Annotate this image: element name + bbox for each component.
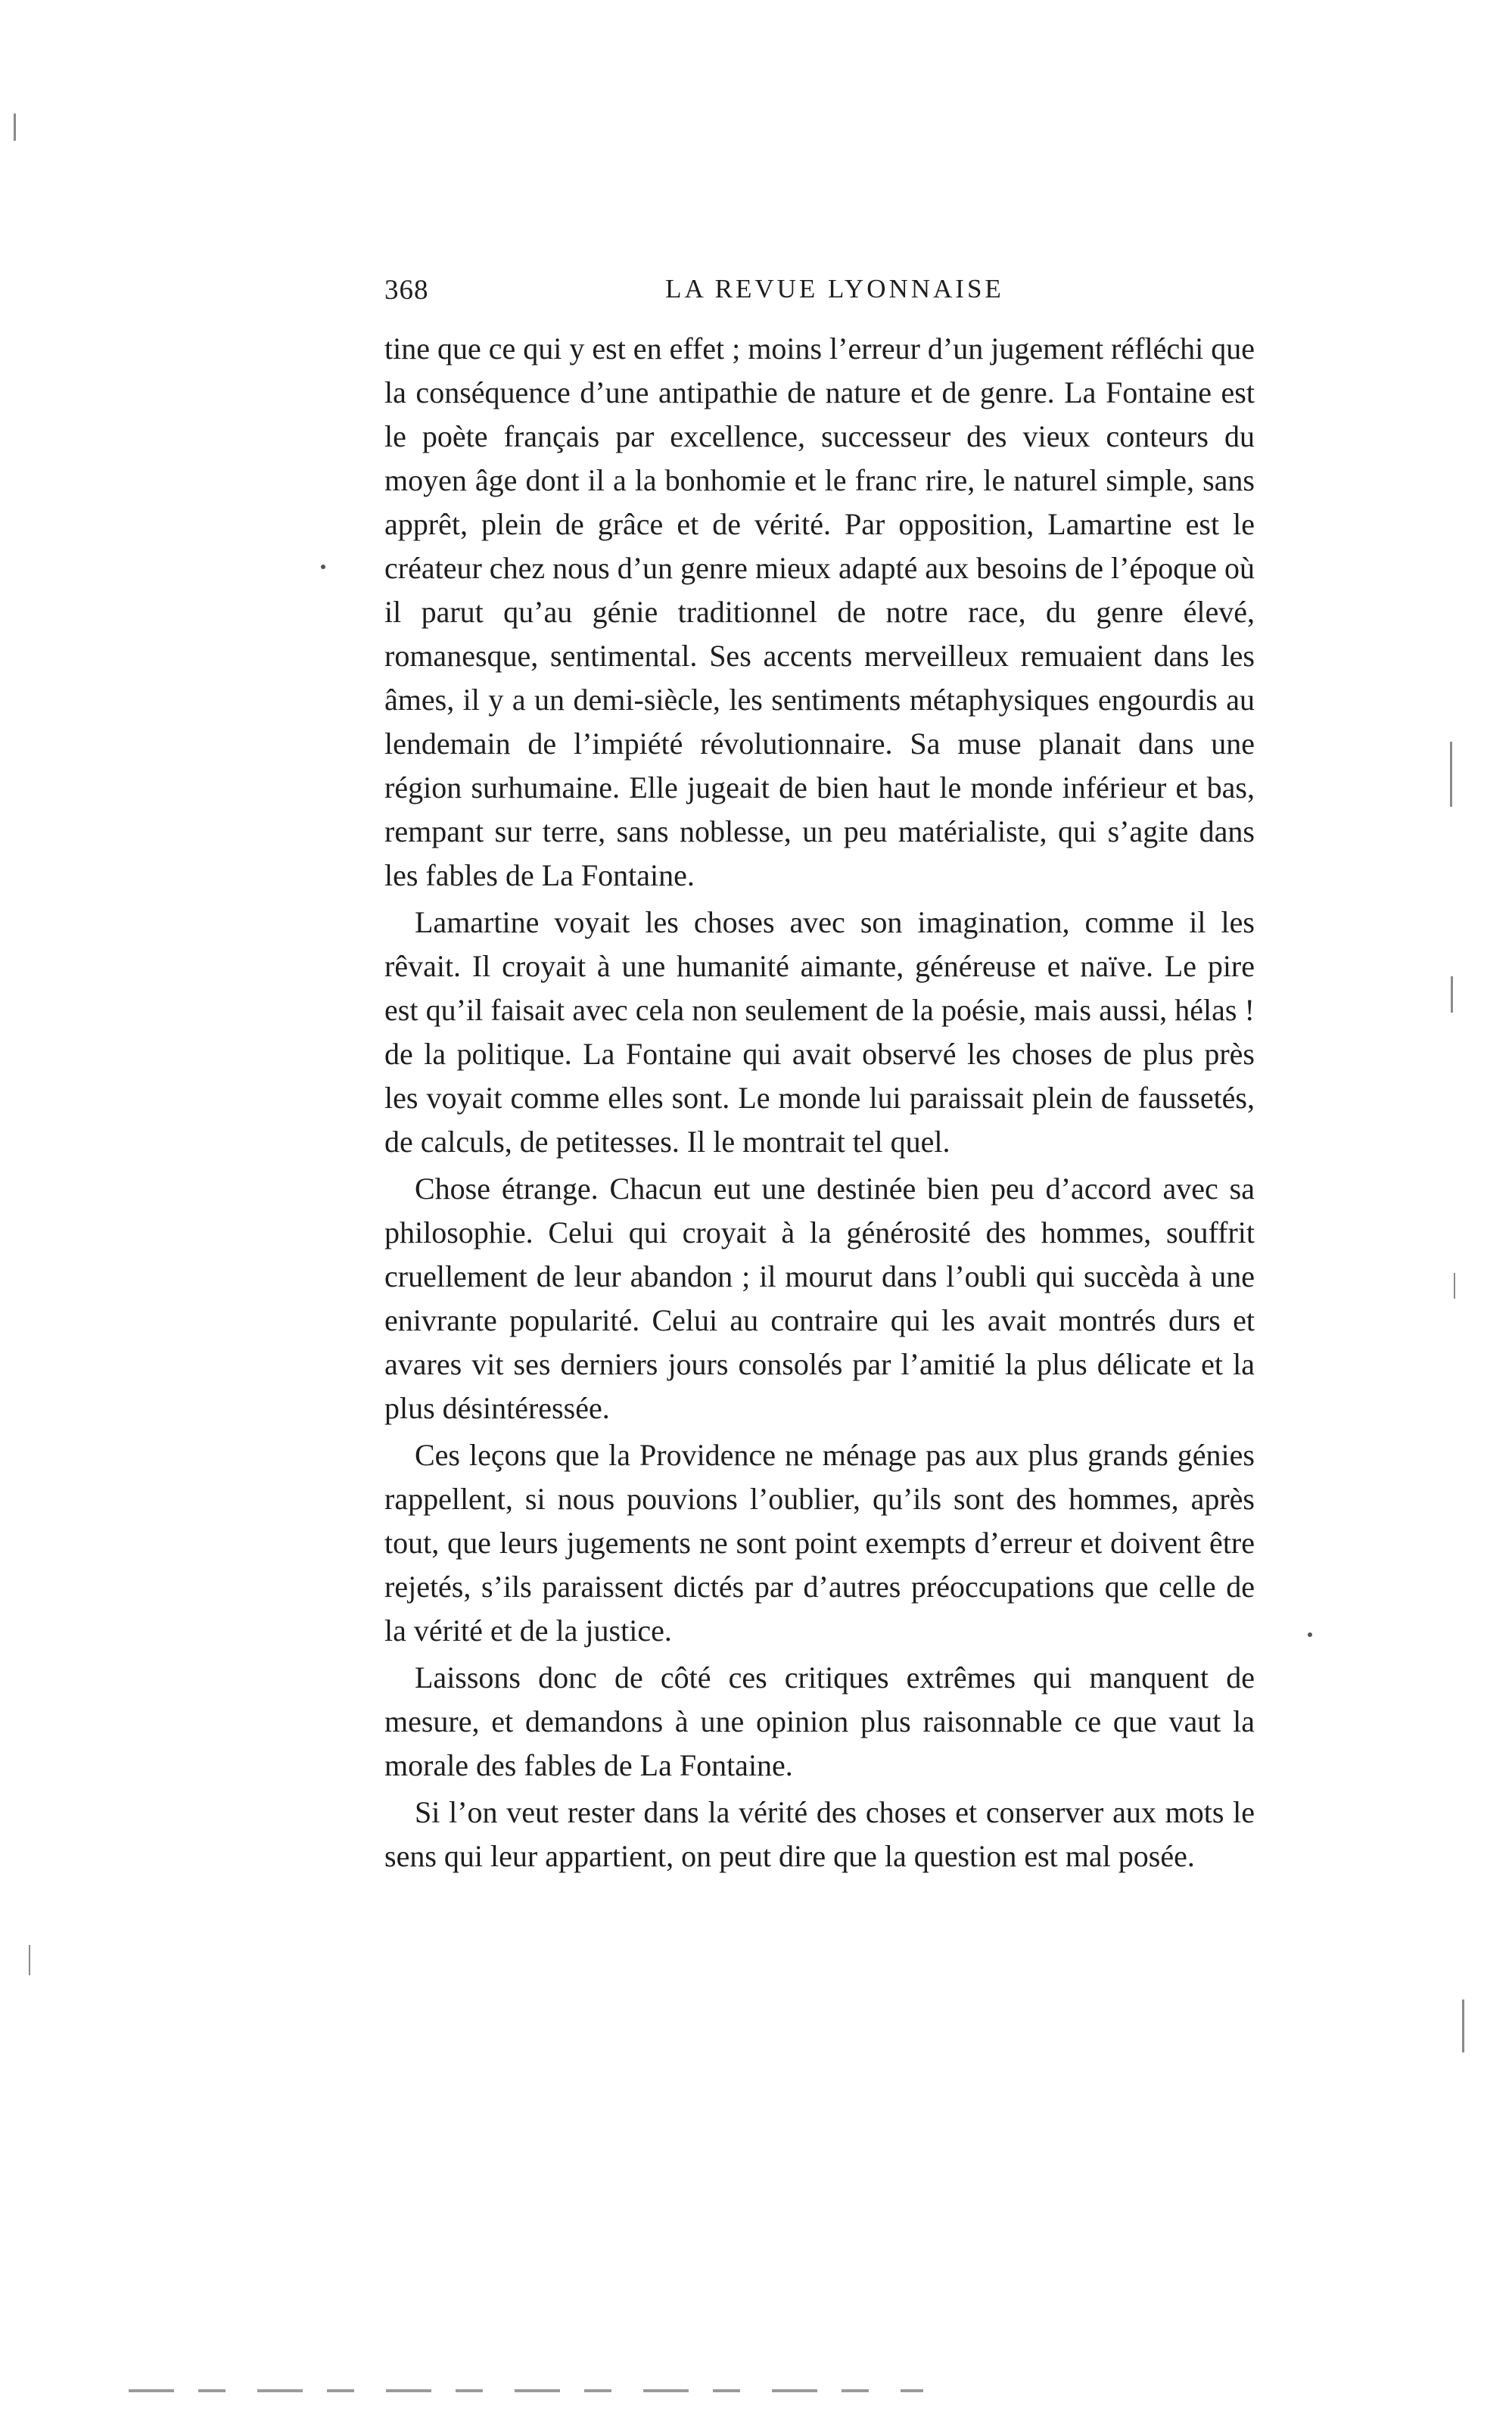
running-title: LA REVUE LYONNAISE bbox=[665, 274, 1004, 303]
scan-bottom-edge bbox=[129, 2389, 923, 2392]
scan-margin-mark bbox=[1454, 1273, 1455, 1299]
scan-margin-mark bbox=[1450, 742, 1452, 807]
paragraph-continued: tine que ce qui y est en effet ; moins l’erreur d’un jugement réfléchi que la conséquence d’une antipathie de nature et de genre. La Fontaine est le poète français par excellence, successeur des vieux conteurs du moyen âge dont il a la bonhomie et le franc rire, le naturel simple, sans apprêt, plein de grâce et de vérité. Par opposition, Lamartine est le créateur chez nous d’un genre mieux adapté aux besoins de l’époque où il parut qu’au génie traditionnel de notre race, du genre élevé, romanesque, sentimental. Ses accents merveilleux remuaient dans les âmes, il y a un demi-siècle, les sentiments métaphysiques engourdis au lendemain de l’impiété révolutionnaire. Sa muse planait dans une région surhumaine. Elle jugeait de bien haut le monde inférieur et bas, rempant sur terre, sans noblesse, un peu matérialiste, qui s’agite dans les fables de La Fontaine. bbox=[384, 331, 1255, 892]
paragraph-lessons: Ces leçons que la Providence ne ménage pas aux plus grands génies rappellent, si nous pouvions l’oublier, qu’ils sont des hommes, après tout, que leurs jugements ne sont point exempts d’erreur et doivent être rejetés, s’ils paraissent dictés par d’autres préoccupations que celle de la vérité et de la justice. bbox=[384, 1438, 1255, 1648]
paragraph-destiny: Chose étrange. Chacun eut une destinée bien peu d’accord avec sa philosophie. Celui qui croyait à la générosité des hommes, souffrit cruellement de leur abandon ; il mourut dans l’oubli qui succèda à une enivrante popularité. Celui au contraire qui les avait montrés durs et avares vit ses derniers jours consolés par l’amitié la plus délicate et la plus désintéressée. bbox=[384, 1172, 1255, 1425]
scan-margin-mark bbox=[29, 1945, 30, 1975]
scan-margin-mark bbox=[14, 114, 16, 141]
scan-margin-mark bbox=[1451, 976, 1453, 1013]
running-head bbox=[384, 274, 1262, 312]
body-text bbox=[384, 327, 1255, 1881]
scan-speck bbox=[1308, 1632, 1312, 1637]
scan-margin-mark bbox=[1462, 1999, 1464, 2052]
paragraph-lamartine: Lamartine voyait les choses avec son imagination, comme il les rêvait. Il croyait à une humanité aimante, généreuse et naïve. Le pire est qu’il faisait avec cela non seulement de la poésie, mais aussi, hélas ! de la politique. La Fontaine qui avait observé les choses de plus près les voyait comme elles sont. Le monde lui paraissait plein de faussetés, de calculs, de petitesses. Il le montrait tel quel. bbox=[384, 905, 1255, 1159]
page-number: 368 bbox=[384, 275, 429, 306]
scan-speck bbox=[321, 565, 325, 569]
paragraph-critique: Laissons donc de côté ces critiques extrêmes qui manquent de mesure, et demandons à une opinion plus raisonnable ce que vaut la morale des fables de La Fontaine. bbox=[384, 1660, 1255, 1782]
paragraph-question: Si l’on veut rester dans la vérité des choses et conserver aux mots le sens qui leur appartient, on peut dire que la question est mal posée. bbox=[384, 1795, 1255, 1873]
